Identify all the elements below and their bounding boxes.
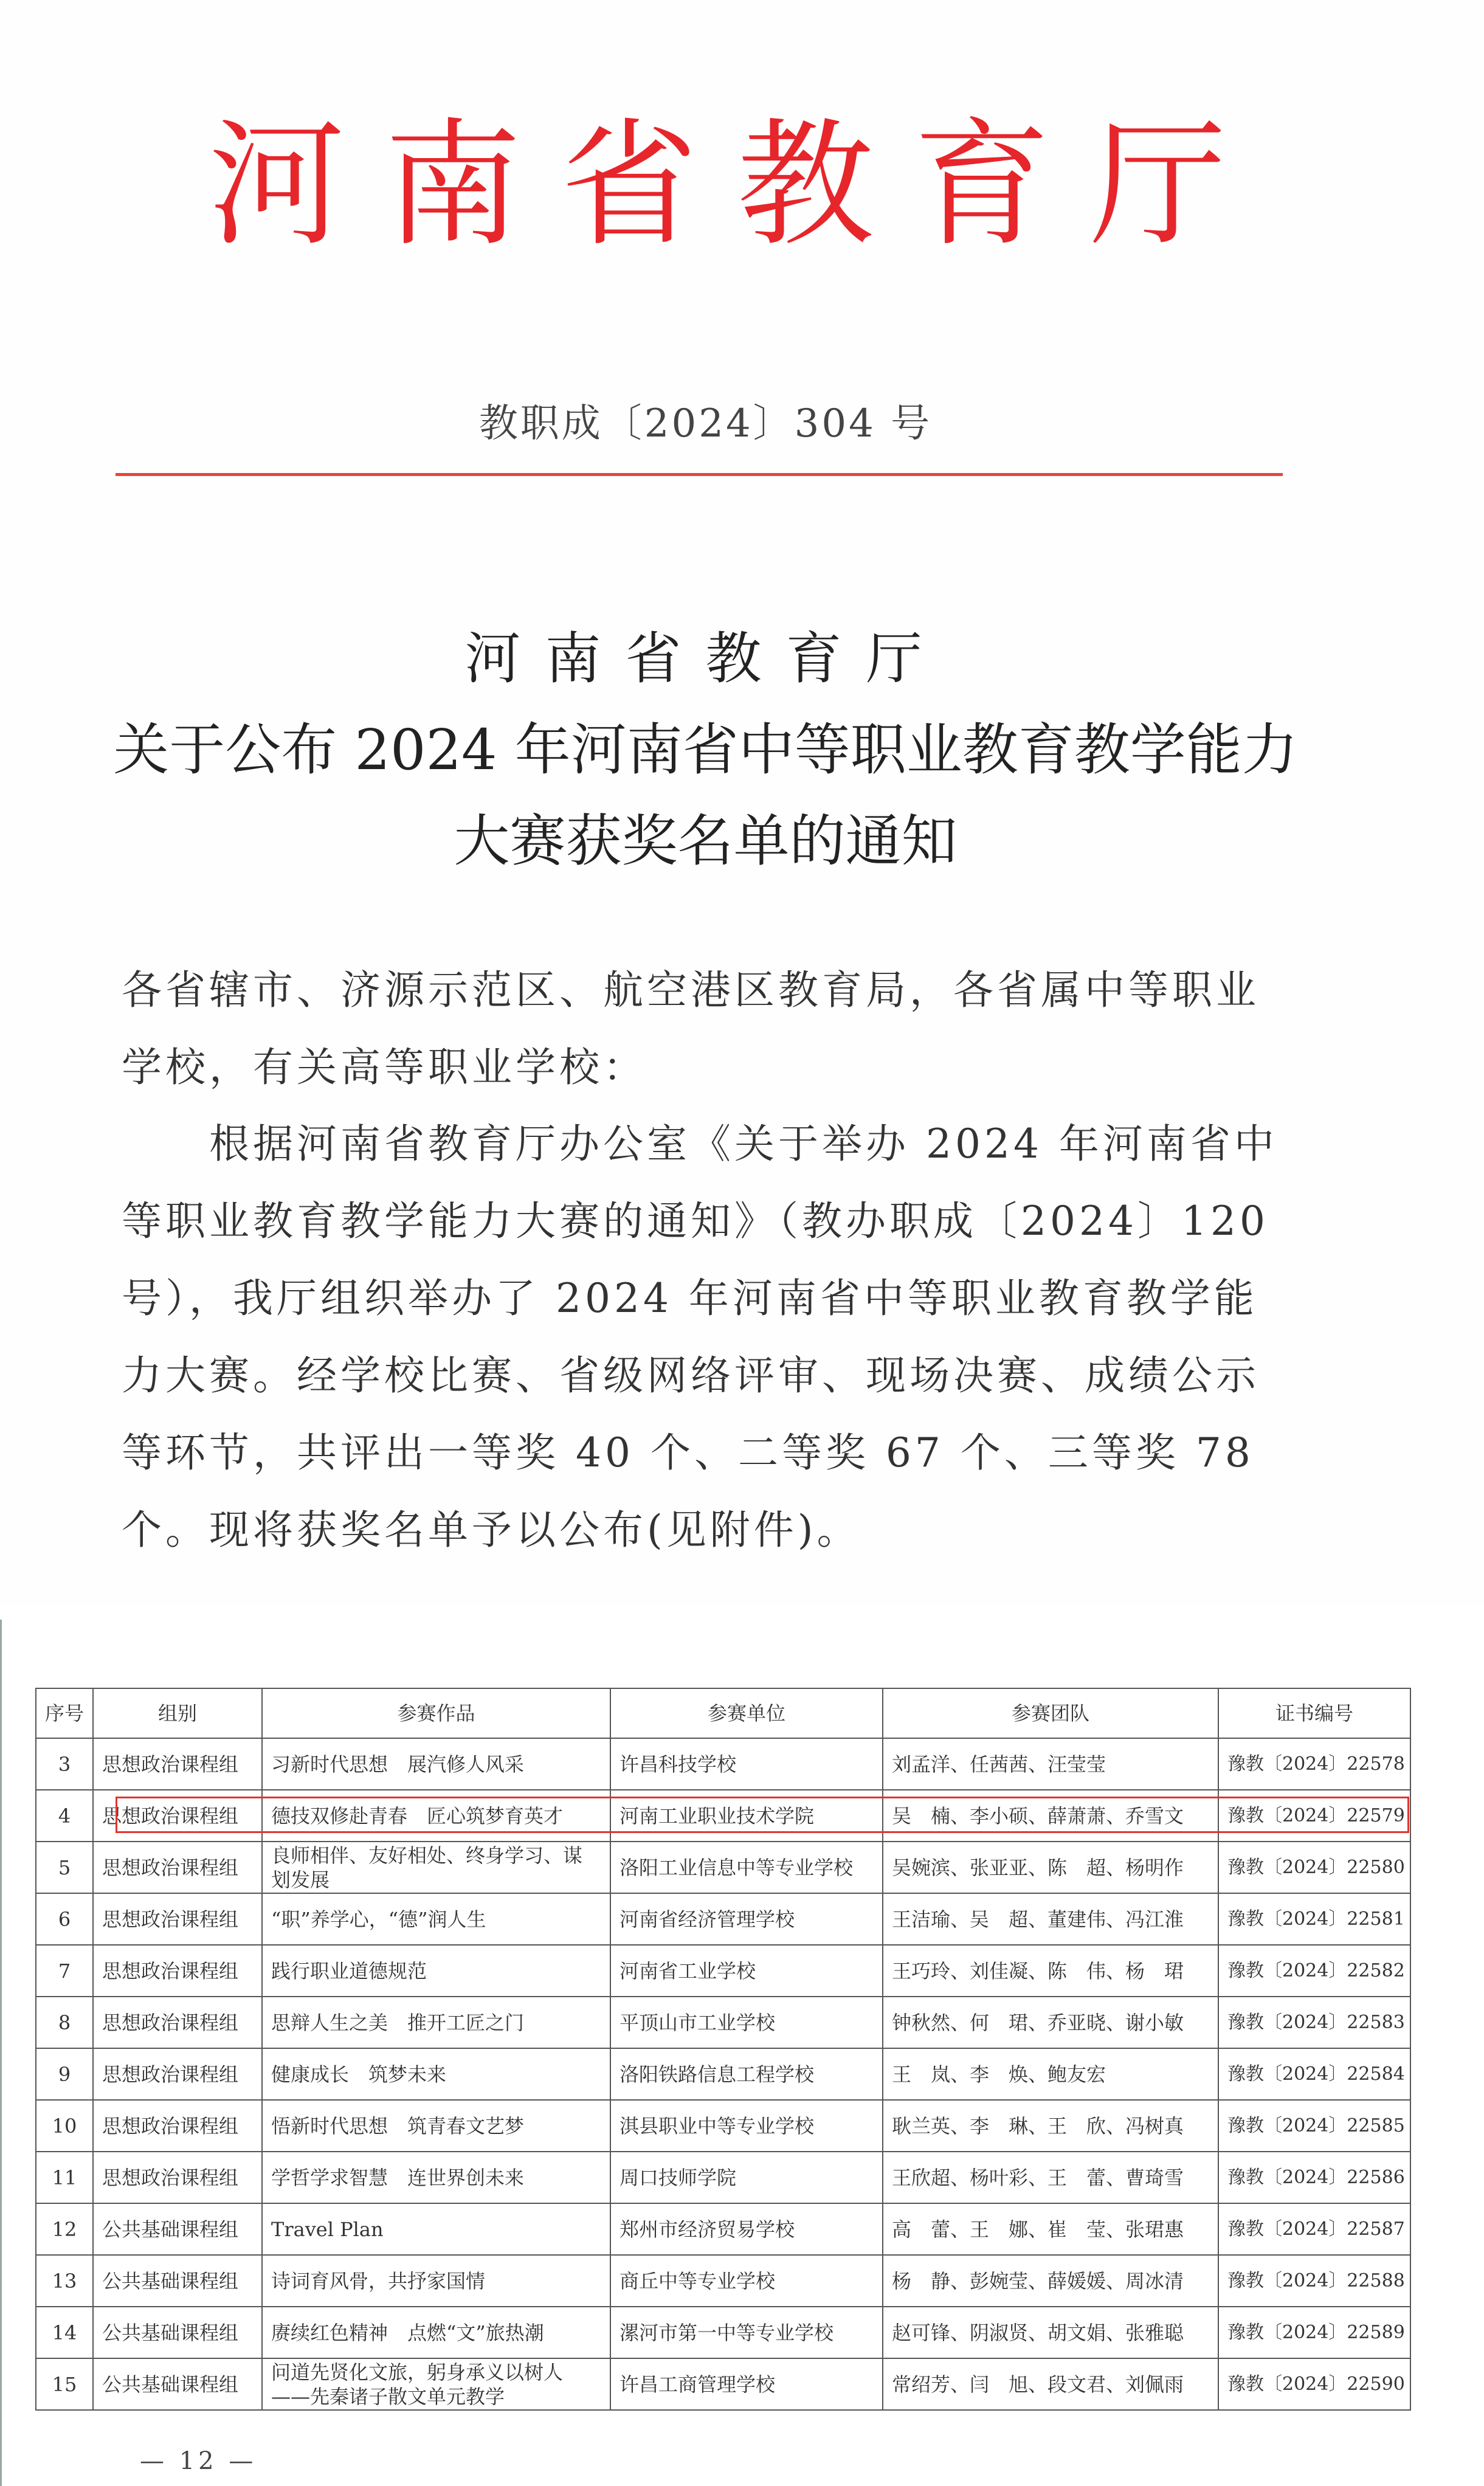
header-team: 参赛团队 <box>883 1688 1218 1738</box>
cell-cert: 豫教〔2024〕22584 <box>1218 2048 1410 2100</box>
red-divider <box>116 473 1283 476</box>
cell-group: 思想政治课程组 <box>93 1997 262 2048</box>
cell-group: 思想政治课程组 <box>93 2152 262 2203</box>
cell-group: 思想政治课程组 <box>93 1842 262 1893</box>
table-row <box>36 2100 1410 2152</box>
cell-seq: 6 <box>36 1893 93 1945</box>
cell-work: 诗词育风骨，共抒家国情 <box>262 2255 610 2307</box>
masthead-char: 厅 <box>1089 106 1227 265</box>
cell-cert: 豫教〔2024〕22578 <box>1218 1738 1410 1790</box>
cell-team: 王 岚、李 焕、鲍友宏 <box>883 2048 1218 2100</box>
cell-cert: 豫教〔2024〕22589 <box>1218 2307 1410 2358</box>
cell-group: 公共基础课程组 <box>93 2255 262 2307</box>
cell-team: 吴婉滨、张亚亚、陈 超、杨明作 <box>883 1842 1218 1893</box>
addressee-paragraph: 各省辖市、济源示范区、航空港区教育局，各省属中等职业学校，有关高等职业学校： <box>122 967 1260 1091</box>
cell-team: 常绍芳、闫 旭、段文君、刘佩雨 <box>883 2358 1218 2410</box>
header-work: 参赛作品 <box>262 1688 610 1738</box>
cell-team: 耿兰英、李 琳、王 欣、冯树真 <box>883 2100 1218 2152</box>
cell-group: 思想政治课程组 <box>93 1893 262 1945</box>
cell-seq: 4 <box>36 1790 93 1842</box>
cell-cert: 豫教〔2024〕22581 <box>1218 1893 1410 1945</box>
cell-unit: 河南工业职业技术学院 <box>610 1790 883 1842</box>
header-seq: 序号 <box>36 1688 93 1738</box>
cell-work: 悟新时代思想 筑青春文艺梦 <box>262 2100 610 2152</box>
cell-work: 思辩人生之美 推开工匠之门 <box>262 1997 610 2048</box>
cell-seq: 5 <box>36 1842 93 1893</box>
cell-seq: 14 <box>36 2307 93 2358</box>
table-row <box>36 1945 1410 1997</box>
cell-seq: 15 <box>36 2358 93 2410</box>
cell-team: 王巧玲、刘佳凝、陈 伟、杨 珺 <box>883 1945 1218 1997</box>
cell-unit: 河南省工业学校 <box>610 1945 883 1997</box>
cell-seq: 7 <box>36 1945 93 1997</box>
table-row <box>36 2307 1410 2358</box>
cell-group: 思想政治课程组 <box>93 1790 262 1842</box>
cell-cert: 豫教〔2024〕22587 <box>1218 2203 1410 2255</box>
cell-unit: 郑州市经济贸易学校 <box>610 2203 883 2255</box>
cell-work: 学哲学求智慧 连世界创未来 <box>262 2152 610 2203</box>
cell-team: 钟秋然、何 珺、乔亚晓、谢小敏 <box>883 1997 1218 2048</box>
cell-group: 公共基础课程组 <box>93 2307 262 2358</box>
cell-work: 践行职业道德规范 <box>262 1945 610 1997</box>
cell-seq: 10 <box>36 2100 93 2152</box>
cell-unit: 河南省经济管理学校 <box>610 1893 883 1945</box>
cell-unit: 商丘中等专业学校 <box>610 2255 883 2307</box>
cell-work: Travel Plan <box>262 2203 610 2255</box>
cell-cert: 豫教〔2024〕22588 <box>1218 2255 1410 2307</box>
page-number: — 12 — <box>140 2447 257 2475</box>
cell-unit: 许昌工商管理学校 <box>610 2358 883 2410</box>
masthead-char: 省 <box>561 106 698 265</box>
cell-seq: 3 <box>36 1738 93 1790</box>
table-row <box>36 1842 1410 1893</box>
table-row-highlighted <box>36 1790 1410 1842</box>
cell-cert: 豫教〔2024〕22580 <box>1218 1842 1410 1893</box>
body-paragraph: 根据河南省教育厅办公室《关于举办 2024 年河南省中等职业教育教学能力大赛的通知》（教办职成〔2024〕120 号），我厅组织举办了 2024 年河南省中等职业教育教学能力大赛。经学校比赛、省级网络评审、现场决赛、成绩公示等环节，共评出一等奖 40 个、二等奖 67 个、三等奖 78 个。现将获奖名单予以公布(见附件)。 <box>122 1120 1278 1553</box>
cell-work: 德技双修赴青春 匠心筑梦育英才 <box>262 1790 610 1842</box>
table-row <box>36 2203 1410 2255</box>
header-unit: 参赛单位 <box>610 1688 883 1738</box>
cell-team: 高 蕾、王 娜、崔 莹、张珺惠 <box>883 2203 1218 2255</box>
cell-seq: 9 <box>36 2048 93 2100</box>
table-row <box>36 2255 1410 2307</box>
cell-group: 思想政治课程组 <box>93 1738 262 1790</box>
table-row <box>36 2048 1410 2100</box>
cell-seq: 13 <box>36 2255 93 2307</box>
document-number: 教职成〔2024〕304 号 <box>478 401 933 446</box>
cell-group: 思想政治课程组 <box>93 2100 262 2152</box>
cell-work: 健康成长 筑梦未来 <box>262 2048 610 2100</box>
cell-unit: 漯河市第一中等专业学校 <box>610 2307 883 2358</box>
header-group: 组别 <box>93 1688 262 1738</box>
cell-seq: 8 <box>36 1997 93 2048</box>
cell-team: 王洁瑜、吴 超、董建伟、冯江淮 <box>883 1893 1218 1945</box>
header-cert: 证书编号 <box>1218 1688 1410 1738</box>
cell-unit: 许昌科技学校 <box>610 1738 883 1790</box>
masthead-char: 南 <box>384 106 522 265</box>
cell-work: “职”养学心，“德”润人生 <box>262 1893 610 1945</box>
cell-seq: 12 <box>36 2203 93 2255</box>
table-row <box>36 1893 1410 1945</box>
cell-team: 王欣超、杨叶彩、王 蕾、曹琦雪 <box>883 2152 1218 2203</box>
cell-cert: 豫教〔2024〕22582 <box>1218 1945 1410 1997</box>
cell-cert: 豫教〔2024〕22590 <box>1218 2358 1410 2410</box>
title-issuer: 河南省教育厅 <box>464 626 947 691</box>
cell-group: 思想政治课程组 <box>93 2048 262 2100</box>
table-header-row <box>36 1688 1410 1738</box>
cell-group: 公共基础课程组 <box>93 2203 262 2255</box>
table-row <box>36 1738 1410 1790</box>
cell-work: 赓续红色精神 点燃“文”旅热潮 <box>262 2307 610 2358</box>
masthead <box>207 106 1228 265</box>
title-line-1: 关于公布 2024 年河南省中等职业教育教学能力 <box>113 717 1298 782</box>
cell-cert: 豫教〔2024〕22585 <box>1218 2100 1410 2152</box>
cell-unit: 淇县职业中等专业学校 <box>610 2100 883 2152</box>
masthead-char: 河 <box>208 106 345 265</box>
cell-unit: 洛阳铁路信息工程学校 <box>610 2048 883 2100</box>
title-line-2: 大赛获奖名单的通知 <box>454 809 958 874</box>
masthead-char: 育 <box>913 106 1051 265</box>
cell-seq: 11 <box>36 2152 93 2203</box>
cell-unit: 平顶山市工业学校 <box>610 1997 883 2048</box>
table-row <box>36 2358 1410 2410</box>
cell-unit: 周口技师学院 <box>610 2152 883 2203</box>
cell-cert: 豫教〔2024〕22579 <box>1218 1790 1410 1842</box>
cell-team: 吴 楠、李小硕、薛萧萧、乔雪文 <box>883 1790 1218 1842</box>
cell-work: 问道先贤化文旅，躬身承义以树人——先秦诸子散文单元教学 <box>262 2358 610 2410</box>
cell-team: 赵可锋、阴淑贤、胡文娟、张雅聪 <box>883 2307 1218 2358</box>
cell-cert: 豫教〔2024〕22583 <box>1218 1997 1410 2048</box>
table-row <box>36 2152 1410 2203</box>
cell-work: 习新时代思想 展汽修人风采 <box>262 1738 610 1790</box>
cell-group: 思想政治课程组 <box>93 1945 262 1997</box>
cell-team: 刘孟洋、任茜茜、汪莹莹 <box>883 1738 1218 1790</box>
cell-work: 良师相伴、友好相处、终身学习、谋划发展 <box>262 1842 610 1893</box>
cell-group: 公共基础课程组 <box>93 2358 262 2410</box>
table-row <box>36 1997 1410 2048</box>
cell-team: 杨 静、彭婉莹、薛媛媛、周冰清 <box>883 2255 1218 2307</box>
masthead-char: 教 <box>737 106 874 265</box>
cell-unit: 洛阳工业信息中等专业学校 <box>610 1842 883 1893</box>
awards-table <box>35 1688 1411 2411</box>
cell-cert: 豫教〔2024〕22586 <box>1218 2152 1410 2203</box>
